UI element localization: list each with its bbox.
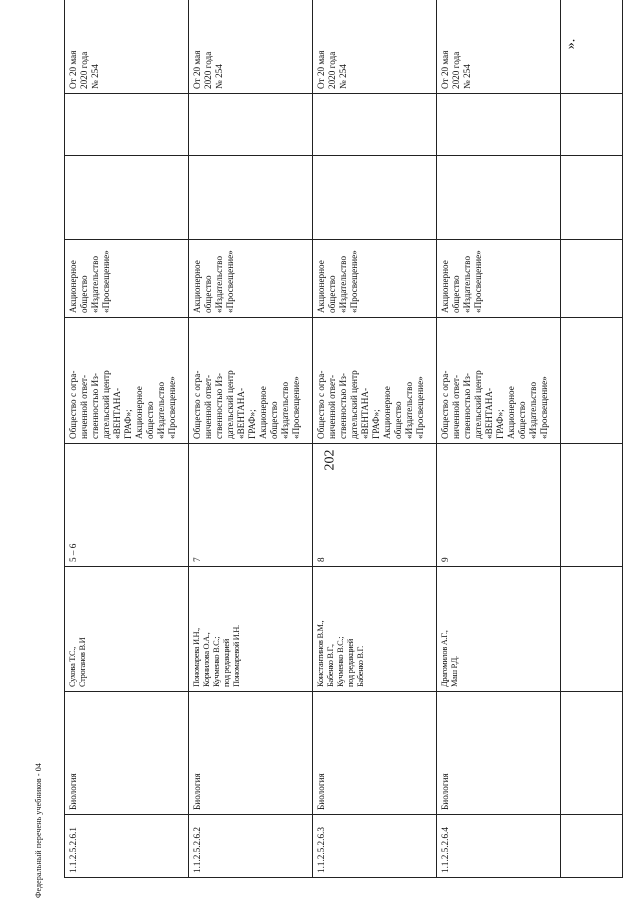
- owner-cell: [313, 240, 437, 318]
- table-row: [437, 0, 561, 878]
- cell-line: 2020 года: [327, 51, 338, 89]
- empty-cell: [437, 94, 561, 156]
- cell-line: 2020 года: [451, 51, 462, 89]
- cell-line: «Просвещение»: [101, 250, 112, 313]
- cell-line: ственностью Из-: [90, 373, 101, 439]
- empty-cell: [561, 94, 623, 156]
- cell-line: «ВЕНТАНА-: [484, 387, 495, 439]
- cell-line: «ВЕНТАНА-: [112, 387, 123, 439]
- empty-cell: [561, 567, 623, 692]
- cell-line: «Издательство: [90, 255, 101, 313]
- grade-cell: 7: [189, 444, 313, 567]
- textbook-table: [64, 0, 623, 878]
- cell-line: № 254: [90, 64, 101, 89]
- cell-line: общество: [517, 401, 528, 439]
- cell-line: «Издательство: [214, 255, 225, 313]
- cell-line: дательский центр: [349, 370, 360, 439]
- cell-line: «ВЕНТАНА-: [360, 387, 371, 439]
- owner-cell: [437, 240, 561, 318]
- cell-line: ственностью Из-: [214, 373, 225, 439]
- table-row: [65, 0, 189, 878]
- cell-line: От 20 мая: [316, 50, 326, 89]
- empty-cell: [561, 318, 623, 444]
- empty-cell: [561, 692, 623, 815]
- cell-line: 2020 года: [79, 51, 90, 89]
- cell-line: Суховa Т.С.,: [68, 647, 77, 687]
- grade-cell: 8: [313, 444, 437, 567]
- cell-line: общество: [79, 275, 90, 313]
- cell-line: Кучменко В.С.;: [336, 636, 346, 687]
- approval-date-cell: [65, 0, 189, 94]
- cell-line: общество: [393, 401, 404, 439]
- cell-line: «ВЕНТАНА-: [236, 387, 247, 439]
- cell-line: «Издательство: [462, 255, 473, 313]
- empty-cell: [561, 815, 623, 878]
- empty-cell: [189, 156, 313, 240]
- publisher-cell: [189, 318, 313, 444]
- cell-line: Акционерное: [382, 386, 393, 439]
- subject-cell: Биология: [313, 692, 437, 815]
- cell-line: «Просвещение»: [167, 376, 178, 439]
- page-number-text: 202: [322, 449, 337, 471]
- authors-cell: [189, 567, 313, 692]
- approval-date-cell: [313, 0, 437, 94]
- subject-cell: Биология: [437, 692, 561, 815]
- approval-date-cell: [437, 0, 561, 94]
- cell-line: Акционерное: [440, 260, 450, 313]
- cell-line: От 20 мая: [440, 50, 450, 89]
- cell-line: «Просвещение»: [349, 250, 360, 313]
- cell-line: общество: [327, 275, 338, 313]
- empty-cell: [437, 156, 561, 240]
- authors-cell: [437, 567, 561, 692]
- authors-cell: [313, 567, 437, 692]
- cell-line: № 254: [214, 64, 225, 89]
- code-cell: 1.1.2.5.2.6.1: [65, 815, 189, 878]
- cell-line: Акционерное: [192, 260, 202, 313]
- table-row: [313, 0, 437, 878]
- code-cell: 1.1.2.5.2.6.2: [189, 815, 313, 878]
- cell-line: «Издательство: [280, 381, 291, 439]
- publisher-cell: [313, 318, 437, 444]
- cell-line: Акционерное: [506, 386, 517, 439]
- cell-line: «Просвещение»: [415, 376, 426, 439]
- authors-cell: [65, 567, 189, 692]
- owner-cell: [189, 240, 313, 318]
- empty-cell: [313, 94, 437, 156]
- cell-line: «Просвещение»: [539, 376, 550, 439]
- empty-cell: [65, 156, 189, 240]
- publisher-cell: [65, 318, 189, 444]
- cell-line: под редакцией: [346, 639, 356, 687]
- cell-line: «Издательство: [338, 255, 349, 313]
- cell-line: Акционерное: [258, 386, 269, 439]
- empty-cell: [561, 0, 623, 94]
- cell-line: «Издательство: [528, 381, 539, 439]
- cell-line: Пономарева И.Н.,: [192, 628, 201, 687]
- cell-line: ГРАФ»;: [495, 409, 506, 439]
- cell-line: Пономаревой И.Н.: [232, 625, 242, 687]
- empty-cell: [65, 94, 189, 156]
- cell-line: Драгомилов А.Г.,: [440, 630, 449, 687]
- cell-line: общество: [451, 275, 462, 313]
- cell-line: общество: [203, 275, 214, 313]
- cell-line: «Просвещение»: [473, 250, 484, 313]
- cell-line: Общество с огра-: [68, 370, 78, 439]
- subject-cell: Биология: [189, 692, 313, 815]
- cell-line: «Издательство: [404, 381, 415, 439]
- cell-line: Кучменко В.С.;: [212, 636, 222, 687]
- empty-cell: [561, 444, 623, 567]
- table-row: [189, 0, 313, 878]
- cell-line: ниченной ответ-: [451, 374, 462, 439]
- cell-line: ниченной ответ-: [79, 374, 90, 439]
- cell-line: № 254: [338, 64, 349, 89]
- cell-line: Акционерное: [134, 386, 145, 439]
- owner-cell: [65, 240, 189, 318]
- cell-line: От 20 мая: [68, 50, 78, 89]
- cell-line: ственностью Из-: [338, 373, 349, 439]
- grade-cell: 5 – 6: [65, 444, 189, 567]
- footer-text: Федеральный перечень учебников - 04: [33, 762, 43, 898]
- empty-cell: [189, 94, 313, 156]
- cell-line: От 20 мая: [192, 50, 202, 89]
- cell-line: Бабенко В.Г.: [356, 646, 366, 687]
- cell-line: Общество с огра-: [192, 370, 202, 439]
- textbook-table-rotated: [64, 35, 564, 878]
- code-cell: 1.1.2.5.2.6.3: [313, 815, 437, 878]
- cell-line: дательский центр: [473, 370, 484, 439]
- cell-line: Корнилова О.А.,: [202, 632, 212, 687]
- code-cell: 1.1.2.5.2.6.4: [437, 815, 561, 878]
- grade-cell: 9: [437, 444, 561, 567]
- cell-line: ниченной ответ-: [203, 374, 214, 439]
- empty-cell: [561, 240, 623, 318]
- cell-line: Акционерное: [68, 260, 78, 313]
- cell-line: Константинов В.М.,: [316, 620, 325, 687]
- subject-cell: Биология: [65, 692, 189, 815]
- cell-line: № 254: [462, 64, 473, 89]
- closing-quote: ».: [563, 38, 579, 50]
- cell-line: дательский центр: [101, 370, 112, 439]
- cell-line: Строганов В.И: [78, 637, 88, 687]
- approval-date-cell: [189, 0, 313, 94]
- cell-line: ственностью Из-: [462, 373, 473, 439]
- table-blank-row: [561, 0, 623, 878]
- cell-line: ГРАФ»;: [371, 409, 382, 439]
- cell-line: «Просвещение»: [225, 250, 236, 313]
- cell-line: общество: [269, 401, 280, 439]
- cell-line: Общество с огра-: [316, 370, 326, 439]
- cell-line: 2020 года: [203, 51, 214, 89]
- cell-line: под редакцией: [222, 639, 232, 687]
- cell-line: дательский центр: [225, 370, 236, 439]
- publisher-cell: [437, 318, 561, 444]
- cell-line: ниченной ответ-: [327, 374, 338, 439]
- empty-cell: [561, 156, 623, 240]
- cell-line: Акционерное: [316, 260, 326, 313]
- empty-cell: [313, 156, 437, 240]
- cell-line: общество: [145, 401, 156, 439]
- cell-line: «Просвещение»: [291, 376, 302, 439]
- cell-line: Бабенко В.Г.,: [326, 644, 336, 687]
- cell-line: ГРАФ»;: [247, 409, 258, 439]
- page-footer: [30, 760, 46, 900]
- cell-line: Маш Р.Д.: [450, 656, 460, 687]
- cell-line: Общество с огра-: [440, 370, 450, 439]
- cell-line: «Издательство: [156, 381, 167, 439]
- cell-line: ГРАФ»;: [123, 409, 134, 439]
